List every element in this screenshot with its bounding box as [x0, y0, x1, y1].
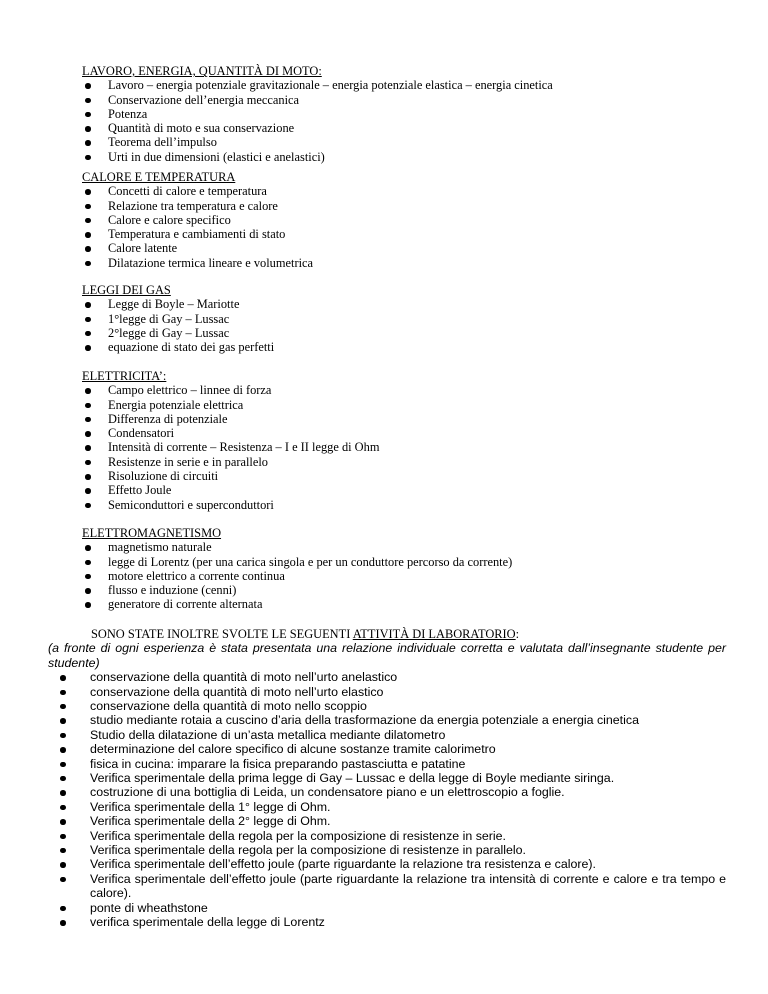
section-heading: ELETTROMAGNETISMO	[82, 526, 222, 540]
list-item: Semiconduttori e superconduttori	[82, 498, 722, 512]
list-item: Lavoro – energia potenziale gravitazionale – energia potenziale elastica – energia cinetica	[82, 78, 722, 92]
lab-intro-prefix: SONO STATE INOLTRE SVOLTE LE SEGUENTI	[91, 627, 353, 641]
lab-activity-list	[48, 670, 726, 929]
list-item: Temperatura e cambiamenti di stato	[82, 227, 722, 241]
section-heading: ELETTRICITA’:	[82, 369, 167, 383]
list-item: determinazione del calore specifico di alcune sostanze tramite calorimetro	[48, 742, 726, 756]
list-item: equazione di stato dei gas perfetti	[82, 340, 722, 354]
list-item: Legge di Boyle – Mariotte	[82, 297, 722, 311]
list-item: Verifica sperimentale della 1° legge di Ohm.	[48, 800, 726, 814]
list-item: 1°legge di Gay – Lussac	[82, 312, 722, 326]
list-item: Urti in due dimensioni (elastici e anelastici)	[82, 150, 722, 164]
topic-list	[82, 383, 722, 512]
section-heading: LAVORO, ENERGIA, QUANTITÀ DI MOTO:	[82, 64, 322, 78]
list-item: motore elettrico a corrente continua	[82, 569, 722, 583]
section-heading: LEGGI DEI GAS	[82, 283, 171, 297]
section-heading: CALORE E TEMPERATURA	[82, 170, 236, 184]
list-item: Calore latente	[82, 241, 722, 255]
list-item: Verifica sperimentale della regola per la composizione di resistenze in parallelo.	[48, 843, 726, 857]
topic-list	[82, 78, 722, 164]
list-item: verifica sperimentale della legge di Lorentz	[48, 915, 726, 929]
section-lavoro-energia	[82, 64, 722, 164]
section-calore-temperatura	[82, 170, 722, 270]
list-item: Calore e calore specifico	[82, 213, 722, 227]
list-item: Verifica sperimentale dell’effetto joule (parte riguardante la relazione tra intensità di corrente e calore e tra tempo e calore).	[48, 872, 726, 901]
list-item: Intensità di corrente – Resistenza – I e II legge di Ohm	[82, 440, 722, 454]
list-item: conservazione della quantità di moto nello scoppio	[48, 699, 726, 713]
list-item: Risoluzione di circuiti	[82, 469, 722, 483]
list-item: conservazione della quantità di moto nell’urto anelastico	[48, 670, 726, 684]
list-item: Verifica sperimentale della regola per la composizione di resistenze in serie.	[48, 829, 726, 843]
list-item: Potenza	[82, 107, 722, 121]
list-item: Teorema dell’impulso	[82, 135, 722, 149]
list-item: Differenza di potenziale	[82, 412, 722, 426]
list-item: Relazione tra temperatura e calore	[82, 199, 722, 213]
topic-list	[82, 540, 722, 611]
list-item: Verifica sperimentale dell’effetto joule (parte riguardante la relazione tra resistenza e calore).	[48, 857, 726, 871]
list-item: ponte di wheathstone	[48, 901, 726, 915]
section-leggi-gas	[82, 283, 722, 354]
lab-intro-underlined: ATTIVITÀ DI LABORATORIO	[352, 627, 516, 641]
list-item: Effetto Joule	[82, 483, 722, 497]
list-item: Conservazione dell’energia meccanica	[82, 93, 722, 107]
list-item: conservazione della quantità di moto nell’urto elastico	[48, 685, 726, 699]
list-item: Campo elettrico – linnee di forza	[82, 383, 722, 397]
list-item: generatore di corrente alternata	[82, 597, 722, 611]
list-item: Quantità di moto e sua conservazione	[82, 121, 722, 135]
section-elettromagnetismo	[82, 526, 722, 612]
section-laboratorio	[48, 627, 726, 929]
list-item: Resistenze in serie e in parallelo	[82, 455, 722, 469]
list-item: studio mediante rotaia a cuscino d’aria della trasformazione da energia potenziale a energia cinetica	[48, 713, 726, 727]
list-item: magnetismo naturale	[82, 540, 722, 554]
list-item: legge di Lorentz (per una carica singola e per un conduttore percorso da corrente)	[82, 555, 722, 569]
list-item: Verifica sperimentale della prima legge di Gay – Lussac e della legge di Boyle mediante siringa.	[48, 771, 726, 785]
list-item: fisica in cucina: imparare la fisica preparando pastasciutta e patatine	[48, 757, 726, 771]
section-elettricita	[82, 369, 722, 512]
lab-intro	[48, 627, 726, 641]
list-item: Verifica sperimentale della 2° legge di Ohm.	[48, 814, 726, 828]
lab-intro-suffix: :	[515, 627, 520, 641]
list-item: costruzione di una bottiglia di Leida, un condensatore piano e un elettroscopio a foglie.	[48, 785, 726, 799]
topic-list	[82, 184, 722, 270]
list-item: flusso e induzione (cenni)	[82, 583, 722, 597]
topic-list	[82, 297, 722, 354]
lab-note: (a fronte di ogni esperienza è stata presentata una relazione individuale corretta e valutata dall’insegnante studente per studente)	[48, 641, 726, 670]
list-item: Energia potenziale elettrica	[82, 398, 722, 412]
list-item: Concetti di calore e temperatura	[82, 184, 722, 198]
list-item: 2°legge di Gay – Lussac	[82, 326, 722, 340]
list-item: Studio della dilatazione di un’asta metallica mediante dilatometro	[48, 728, 726, 742]
list-item: Condensatori	[82, 426, 722, 440]
list-item: Dilatazione termica lineare e volumetrica	[82, 256, 722, 270]
